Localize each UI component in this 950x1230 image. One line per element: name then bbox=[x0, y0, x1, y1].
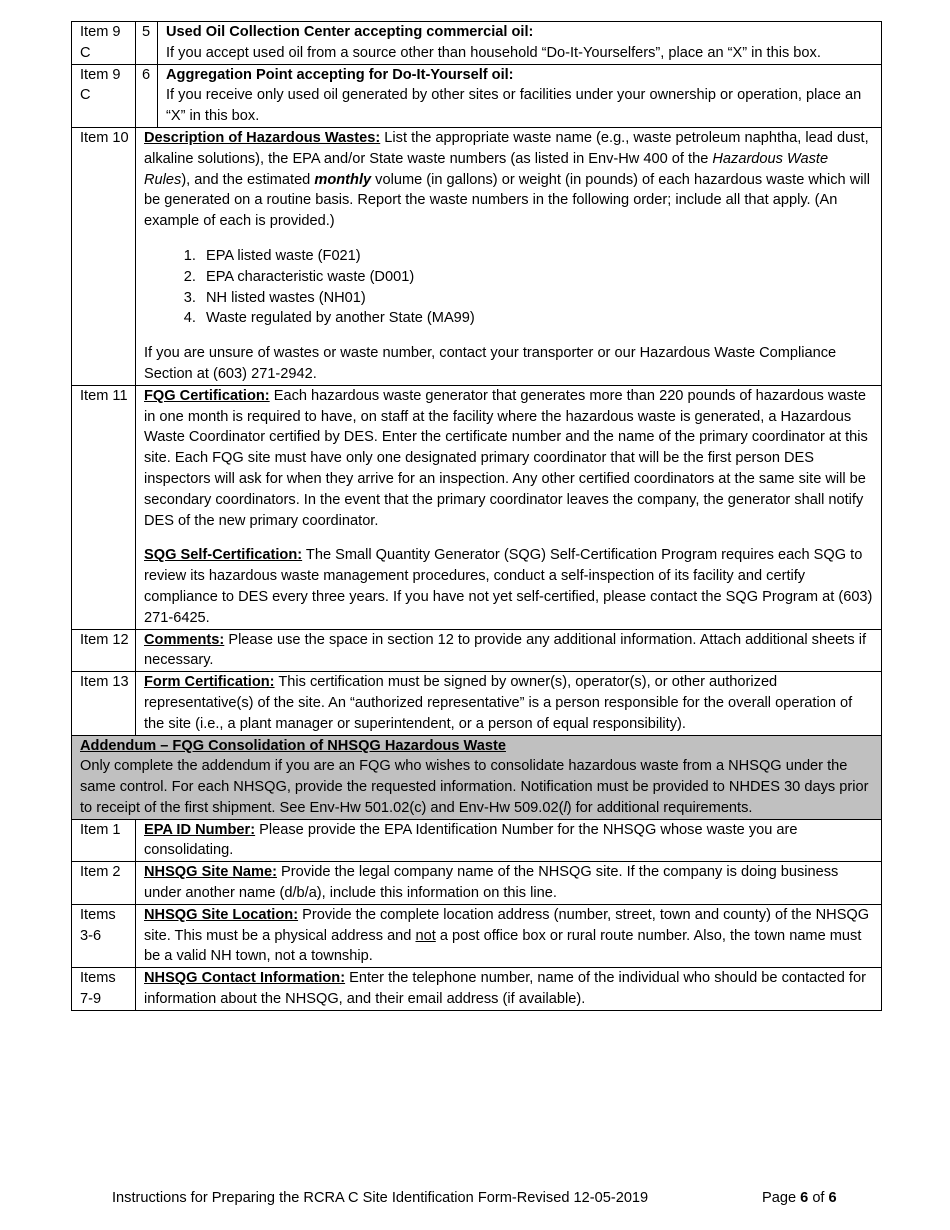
item-text: The Small Quantity Generator (SQG) Self-Certification Program requires each SQG to review its hazardous waste management procedures, conduct a self-inspection of its facility and certify compliance to DES every three years. If you have not yet self-certified, please contact the SQG Program at (603) 271-6425. bbox=[144, 547, 873, 626]
item-heading: Comments: bbox=[144, 631, 225, 648]
item-text: Provide the legal company name of the NHSQG site. If the company is doing business under another name (d/b/a), include this information on this line. bbox=[144, 864, 839, 902]
item-content bbox=[158, 64, 882, 127]
table-row bbox=[72, 22, 882, 65]
item-text: ) for additional requirements. bbox=[566, 799, 753, 816]
item-heading: Form Certification: bbox=[144, 674, 275, 691]
item-label: Item 10 bbox=[72, 127, 136, 385]
item-label: Items 3-6 bbox=[72, 904, 136, 967]
item-text-italic: Hazardous Waste Rules bbox=[144, 150, 829, 188]
instructions-table bbox=[71, 21, 882, 1011]
item-text: If you are unsure of wastes or waste number, contact your transporter or our Hazardous Waste Compliance Section at (603) 271-2942. bbox=[144, 345, 837, 382]
list-item: 2. EPA characteristic waste (D001) bbox=[200, 267, 873, 288]
list-item: 4. Waste regulated by another State (MA99) bbox=[200, 308, 873, 329]
item-text: If you accept used oil from a source other than household “Do-It-Yourselfers”, place an “X” in this box. bbox=[166, 44, 821, 61]
page-label: Page bbox=[762, 1190, 801, 1206]
item-heading: EPA ID Number: bbox=[144, 821, 256, 838]
current-page: 6 bbox=[800, 1190, 809, 1206]
item-label: Item 9 C bbox=[72, 22, 136, 65]
item-label: Item 12 bbox=[72, 629, 136, 672]
item-content bbox=[136, 968, 882, 1011]
item-number: 5 bbox=[136, 22, 158, 65]
item-heading: Aggregation Point accepting for Do-It-Yourself oil: bbox=[166, 66, 514, 83]
item-content bbox=[136, 862, 882, 905]
item-text: Enter the telephone number, name of the individual who should be contacted for information about the NHSQG, and their email address (if available). bbox=[144, 970, 866, 1008]
total-pages: 6 bbox=[828, 1190, 837, 1206]
waste-number-list bbox=[144, 246, 873, 329]
item-heading: NHSQG Contact Information: bbox=[144, 970, 346, 987]
footer-document-title: Instructions for Preparing the RCRA C Site Identification Form-Revised 12-05-2019 bbox=[112, 1190, 649, 1206]
item-text: Please provide the EPA Identification Number for the NHSQG whose waste you are consolidating. bbox=[144, 821, 798, 859]
table-row bbox=[72, 904, 882, 967]
item-text: Only complete the addendum if you are an FQG who wishes to consolidate hazardous waste from a NHSQG under the same control. For each NHSQG, provide the requested information. Notification must be provided to NHDES 30 days prior to receipt of the first shipment. See Env-Hw 501.02(c) and Env-Hw 509.02( bbox=[80, 758, 869, 816]
item-text: Each hazardous waste generator that generates more than 220 pounds of hazardous waste in one month is required to have, on staff at the facility where the hazardous waste is generated, a Hazardous Waste Coordinator certified by DES. Enter the certificate number and the name of the primary coordinator at this site. Each FQG site must have only one designated primary coordinator that will be the first person DES inspectors will ask for when they arrive for an inspection. Any other certified coordinators at the same site will be secondary coordinators. In the event that the primary coordinator leaves the company, the generator shall notify DES of the new primary coordinator. bbox=[144, 387, 868, 529]
item-heading: SQG Self-Certification: bbox=[144, 547, 303, 564]
table-row bbox=[72, 64, 882, 127]
item-content bbox=[136, 629, 882, 672]
item-paragraph bbox=[144, 128, 873, 232]
item-number: 6 bbox=[136, 64, 158, 127]
item-text: If you receive only used oil generated by other sites or facilities under your ownership or operation, place an “X” in this box. bbox=[166, 87, 862, 125]
item-content bbox=[136, 819, 882, 862]
item-label: Item 13 bbox=[72, 672, 136, 735]
addendum-text bbox=[80, 756, 873, 818]
item-label: Item 11 bbox=[72, 385, 136, 629]
item-heading: NHSQG Site Location: bbox=[144, 906, 299, 923]
item-label: Item 2 bbox=[72, 862, 136, 905]
item-text-emphasis: monthly bbox=[314, 171, 372, 188]
list-item: 3. NH listed wastes (NH01) bbox=[200, 288, 873, 309]
item-text: ), and the estimated bbox=[181, 171, 315, 188]
item-text: volume (in gallons) or weight (in pounds) of each hazardous waste which will be generated on a routine basis. Report the waste numbers in the following order; include all that apply. (An example of each is provided.) bbox=[144, 171, 870, 230]
item-label: Item 9 C bbox=[72, 64, 136, 127]
table-row bbox=[72, 127, 882, 385]
table-row bbox=[72, 672, 882, 735]
item-text: This certification must be signed by owner(s), operator(s), or other authorized representative(s) of the site. An “authorized representative” is a person responsible for the overall operation of the site (i.e., a plant manager or superintendent, or a person of equal responsibility). bbox=[144, 674, 853, 732]
item-content bbox=[136, 672, 882, 735]
item-text: Please use the space in section 12 to provide any additional information. Attach additional sheets if necessary. bbox=[144, 631, 866, 669]
item-heading: Used Oil Collection Center accepting commercial oil: bbox=[166, 24, 534, 40]
item-heading: FQG Certification: bbox=[144, 387, 270, 404]
item-label: Item 1 bbox=[72, 819, 136, 862]
item-text: Provide the complete location address (number, street, town and county) of the NHSQG site. This must be a physical address and bbox=[144, 906, 870, 944]
item-label: Items 7-9 bbox=[72, 968, 136, 1011]
page-number bbox=[762, 1188, 837, 1209]
item-content bbox=[158, 22, 882, 65]
addendum-header-row bbox=[72, 735, 882, 819]
item-heading: NHSQG Site Name: bbox=[144, 864, 277, 881]
item-heading: Description of Hazardous Wastes: bbox=[144, 129, 381, 146]
table-row bbox=[72, 819, 882, 862]
table-row bbox=[72, 862, 882, 905]
item-content bbox=[136, 127, 882, 385]
item-text: a post office box or rural route number. Also, the town name must be a valid NH town, not a township. bbox=[144, 927, 862, 965]
of-label: of bbox=[808, 1190, 829, 1206]
item-paragraph bbox=[144, 386, 873, 532]
table-row bbox=[72, 968, 882, 1011]
item-text-italic: l bbox=[563, 799, 567, 816]
item-content bbox=[136, 385, 882, 629]
item-content bbox=[136, 904, 882, 967]
table-row bbox=[72, 629, 882, 672]
item-paragraph bbox=[144, 545, 873, 628]
table-row bbox=[72, 385, 882, 629]
addendum-title: Addendum – FQG Consolidation of NHSQG Hazardous Waste bbox=[80, 737, 506, 754]
addendum-content bbox=[72, 735, 882, 819]
item-text: List the appropriate waste name (e.g., waste petroleum naphtha, lead dust, alkaline solutions), the EPA and/or State waste numbers (as listed in Env-Hw 400 of the bbox=[144, 129, 869, 167]
list-item: 1. EPA listed waste (F021) bbox=[200, 246, 873, 267]
item-text-underlined: not bbox=[415, 927, 436, 944]
